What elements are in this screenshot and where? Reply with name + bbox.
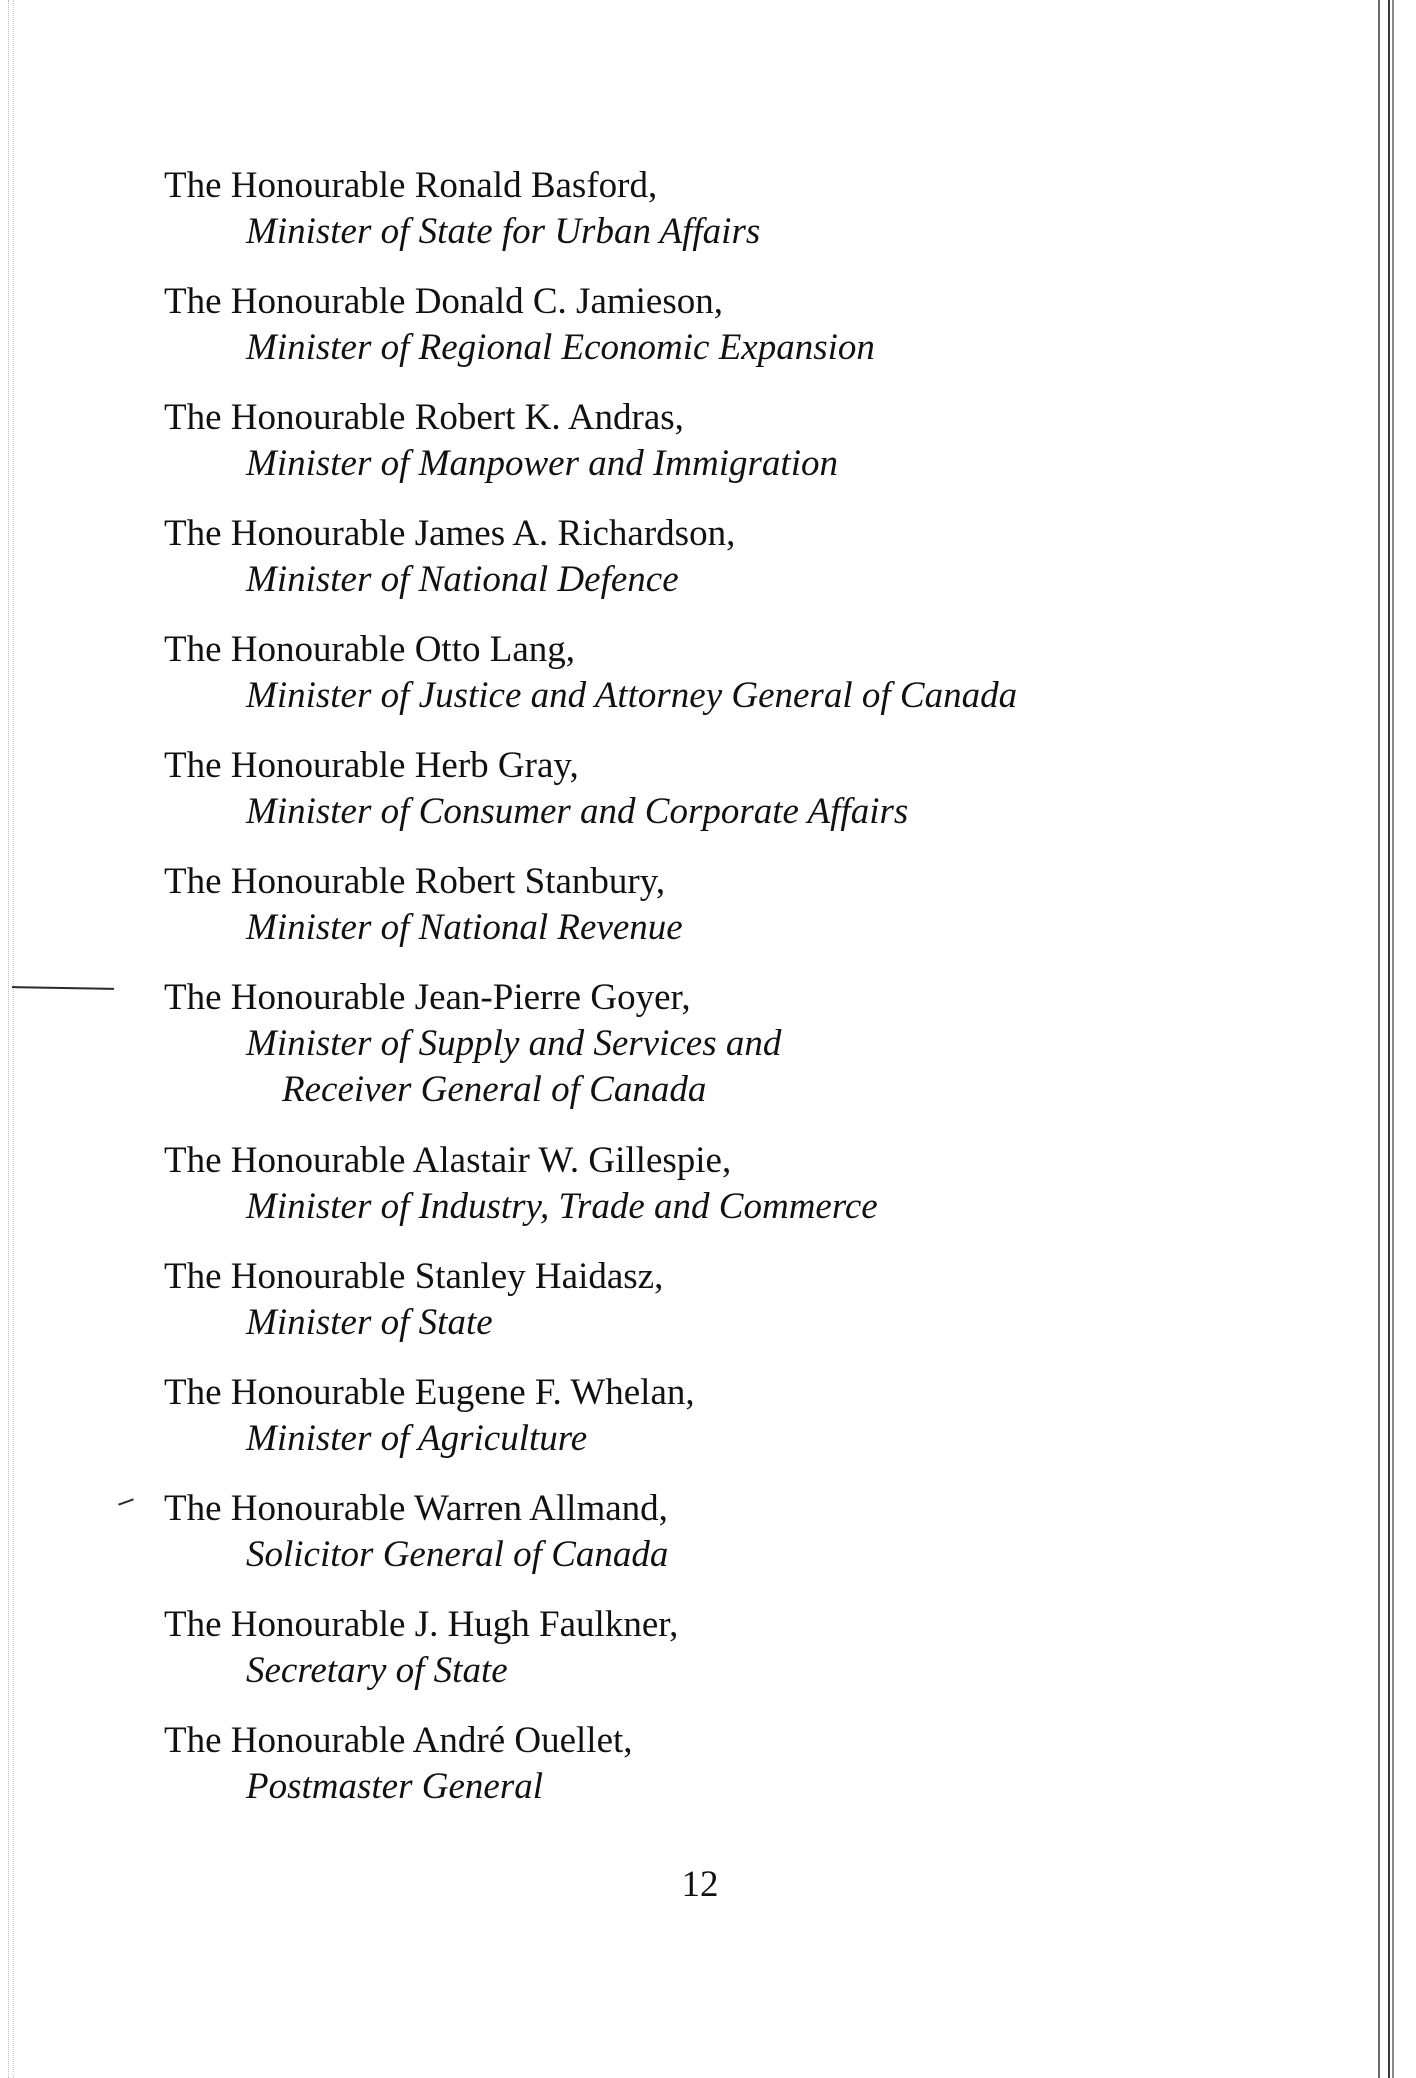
list-item bbox=[164, 395, 1264, 511]
minister-name: The Honourable Robert K. Andras, bbox=[164, 397, 684, 438]
minister-name: The Honourable Ronald Basford, bbox=[164, 165, 658, 206]
minister-name: The Honourable Herb Gray, bbox=[164, 745, 579, 786]
minister-office: Minister of Supply and Services and bbox=[246, 1023, 782, 1064]
minister-name: The Honourable Jean-Pierre Goyer, bbox=[164, 977, 691, 1018]
minister-name: The Honourable Warren Allmand, bbox=[164, 1488, 668, 1529]
list-item bbox=[164, 163, 1264, 279]
minister-office: Minister of National Defence bbox=[246, 559, 679, 600]
ministry-list bbox=[164, 163, 1264, 1834]
minister-name: The Honourable J. Hugh Faulkner, bbox=[164, 1604, 679, 1645]
scan-edge-right bbox=[1378, 0, 1390, 2078]
minister-office: Minister of Justice and Attorney General of Canada bbox=[246, 675, 1018, 716]
minister-name: The Honourable James A. Richardson, bbox=[164, 513, 736, 554]
list-item bbox=[164, 975, 1264, 1138]
list-item bbox=[164, 1138, 1264, 1254]
list-item bbox=[164, 627, 1264, 743]
scan-edge-right-line bbox=[1392, 0, 1394, 2078]
list-item bbox=[164, 1602, 1264, 1718]
margin-tick-mark bbox=[118, 1498, 134, 1505]
minister-office: Minister of State for Urban Affairs bbox=[246, 211, 761, 252]
minister-name: The Honourable Alastair W. Gillespie, bbox=[164, 1140, 732, 1181]
minister-office: Minister of Agriculture bbox=[246, 1418, 588, 1459]
minister-name: The Honourable Stanley Haidasz, bbox=[164, 1256, 664, 1297]
minister-office: Secretary of State bbox=[246, 1650, 508, 1691]
list-item bbox=[164, 1718, 1264, 1834]
minister-office: Solicitor General of Canada bbox=[246, 1534, 669, 1575]
scan-edge-left bbox=[8, 0, 14, 2078]
minister-office: Minister of Manpower and Immigration bbox=[246, 443, 838, 484]
minister-office: Minister of State bbox=[246, 1302, 493, 1343]
minister-office: Minister of Consumer and Corporate Affairs bbox=[246, 791, 909, 832]
minister-name: The Honourable André Ouellet, bbox=[164, 1720, 633, 1761]
minister-office: Minister of Regional Economic Expansion bbox=[246, 327, 875, 368]
minister-office-continuation: Receiver General of Canada bbox=[282, 1069, 707, 1110]
list-item bbox=[164, 1254, 1264, 1370]
minister-name: The Honourable Robert Stanbury, bbox=[164, 861, 666, 902]
minister-office: Postmaster General bbox=[246, 1766, 543, 1807]
minister-name: The Honourable Otto Lang, bbox=[164, 629, 575, 670]
list-item bbox=[164, 743, 1264, 859]
minister-office: Minister of Industry, Trade and Commerce bbox=[246, 1186, 878, 1227]
margin-pen-mark bbox=[12, 986, 114, 990]
list-item bbox=[164, 1486, 1264, 1602]
list-item bbox=[164, 511, 1264, 627]
list-item bbox=[164, 1370, 1264, 1486]
list-item bbox=[164, 279, 1264, 395]
minister-name: The Honourable Donald C. Jamieson, bbox=[164, 281, 723, 322]
page-number: 12 bbox=[681, 1864, 719, 1905]
minister-name: The Honourable Eugene F. Whelan, bbox=[164, 1372, 695, 1413]
list-item bbox=[164, 859, 1264, 975]
minister-office: Minister of National Revenue bbox=[246, 907, 683, 948]
